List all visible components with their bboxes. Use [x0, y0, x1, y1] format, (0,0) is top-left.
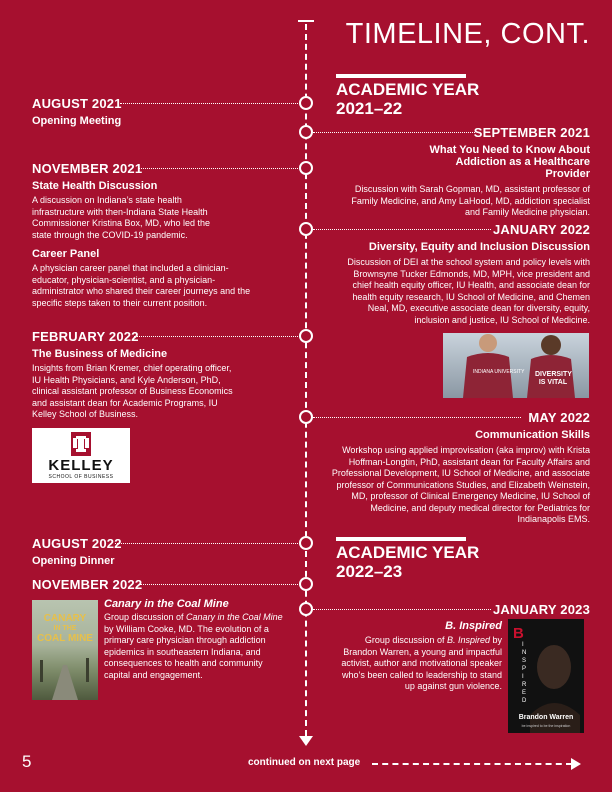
event-title: State Health Discussion — [32, 180, 158, 192]
shirt-text: DIVERSITY IS VITAL — [535, 371, 572, 386]
event-nov-2022 — [32, 577, 292, 592]
description-text: by William Cooke, MD. The evolution of a primary care physician through addiction epidemics in southeastern Indiana, and consequences to health and community capital and engagement. — [104, 623, 269, 680]
event-date: JANUARY 2023 — [492, 602, 590, 617]
binspired-cover-author: Brandon Warren — [518, 714, 574, 721]
event-date: AUGUST 2021 — [32, 96, 122, 111]
academic-year-label — [336, 543, 479, 581]
timeline-dot — [299, 536, 313, 550]
event-description — [104, 612, 290, 681]
event-description: A discussion on Indiana’s state health infrastructure with then-Indiana State Health Commissioner Kristina Box, MD, who led the state through the COVID-19 pandemic. — [32, 195, 211, 240]
description-text: Group discussion of — [104, 612, 187, 622]
academic-year-line2: 2022–23 — [336, 562, 403, 581]
event-date: JANUARY 2022 — [492, 222, 590, 237]
event-description — [330, 635, 502, 693]
timeline-dot — [299, 161, 313, 175]
right-arrow-icon — [571, 758, 581, 770]
event-date: NOVEMBER 2022 — [32, 577, 143, 592]
event-date: SEPTEMBER 2021 — [473, 125, 590, 140]
event-aug-2022 — [32, 536, 292, 567]
event-title: Communication Skills — [475, 429, 590, 441]
event-jan-2022 — [340, 222, 590, 326]
event-date: MAY 2022 — [528, 410, 590, 425]
event-canary-detail — [104, 598, 290, 681]
kelley-logo — [32, 428, 130, 483]
academic-year-bar — [336, 537, 466, 541]
event-binspired-detail — [330, 620, 502, 693]
binspired-cover-letter: B — [513, 625, 524, 642]
event-description: Discussion of DEI at the school system and policy levels with Brownsyne Tucker Edmonds, MD, MPH, vice president and chief health equity officer, IU Health, and associate dean for health equity research, IU School of Medicine, and Chemen Neal, MD, executive associate dean for diversity, equity, inclusion and justice, IU School of Medicine. — [347, 257, 590, 325]
page-number: 5 — [22, 752, 32, 771]
page-title: TIMELINE, CONT. — [345, 18, 590, 50]
event-title: Opening Dinner — [32, 555, 115, 567]
event-title: Canary in the Coal Mine — [104, 598, 229, 610]
event-aug-2021 — [32, 96, 292, 127]
timeline-dot — [299, 329, 313, 343]
event-date: AUGUST 2022 — [32, 536, 122, 551]
event-feb-2022 — [32, 329, 242, 421]
continued-label: continued on next page — [248, 757, 361, 768]
timeline-dot — [299, 602, 313, 616]
kelley-wordmark: KELLEY — [48, 457, 114, 474]
timeline-down-arrow-icon — [299, 736, 313, 746]
shirt-text: INDIANA UNIVERSITY — [473, 369, 525, 375]
canary-cover-title: COAL MINE — [37, 633, 93, 644]
event-date: NOVEMBER 2021 — [32, 161, 143, 176]
event-description: Workshop using applied improvisation (aka improv) with Krista Hoffman-Longtin, PhD, assistant dean for Faculty Affairs and Professional Development, IU School of Medicine, and associate professor of Communications Studies, and Elizabeth Weinstein, MD, professor of Clinical Emergency Medicine, IU School of Medicine, and deputy medical director for Pediatrics for Indianapolis EMS. — [331, 445, 590, 524]
timeline-dot — [299, 125, 313, 139]
continued-dashed-line — [372, 763, 572, 765]
book-title: B. Inspired — [446, 635, 490, 645]
academic-year-label — [336, 80, 479, 118]
timeline-dot — [299, 410, 313, 424]
timeline-dot — [299, 96, 313, 110]
dei-event-photo — [443, 333, 589, 398]
canary-book-cover — [32, 600, 98, 700]
timeline-dot — [299, 577, 313, 591]
event-sep-2021 — [340, 125, 590, 219]
event-nov-2021 — [32, 161, 264, 309]
canary-cover-title: CANARY — [43, 613, 87, 624]
academic-year-line1: ACADEMIC YEAR — [336, 543, 480, 562]
event-title: B. Inspired — [445, 620, 502, 632]
kelley-subtitle: SCHOOL OF BUSINESS — [48, 474, 114, 480]
academic-year-bar — [336, 74, 466, 78]
event-title: Diversity, Equity and Inclusion Discussion — [368, 241, 590, 253]
timeline-top-tick — [298, 20, 314, 22]
academic-year-line1: ACADEMIC YEAR — [336, 80, 480, 99]
canary-cover-title: IN THE — [53, 625, 77, 632]
academic-year-line2: 2021–22 — [336, 99, 403, 118]
binspired-cover-title: INSPIRED — [522, 642, 528, 704]
event-jan-2023 — [400, 602, 590, 617]
event-date: FEBRUARY 2022 — [32, 329, 139, 344]
event-description: Discussion with Sarah Gopman, MD, assistant professor of Family Medicine, and Amy LaHood, MD, addiction specialist and Family Medicine physician. — [351, 184, 590, 217]
event-title: Opening Meeting — [32, 115, 122, 127]
event-title: Career Panel — [32, 248, 100, 260]
event-description: A physician career panel that included a clinician-educator, physician-scientist, and a physician-administrator who shared their career journeys and the specific steps taken to their current position. — [32, 263, 251, 308]
book-title: Canary in the Coal Mine — [186, 612, 283, 622]
event-title: What You Need to Know About Addiction as a Healthcare Provider — [429, 144, 590, 180]
description-text: by Brandon Warren, a young and impactful activist, author and motivational speaker who’s been called to leadership to stand up against gun violence. — [341, 635, 502, 691]
event-title: The Business of Medicine — [32, 348, 168, 360]
event-may-2022 — [330, 410, 590, 526]
binspired-cover-tagline: be inspired to be the inspiration — [521, 724, 571, 728]
description-text: Group discussion of — [364, 635, 447, 645]
event-description: Insights from Brian Kremer, chief operating officer, IU Health Physicians, and Kyle Anderson, PhD, clinical assistant professor of Business Economics and assistant dean for Academic Programs, IU Kelley School of Business. — [32, 363, 233, 419]
binspired-book-cover — [508, 619, 584, 733]
timeline-dot — [299, 222, 313, 236]
